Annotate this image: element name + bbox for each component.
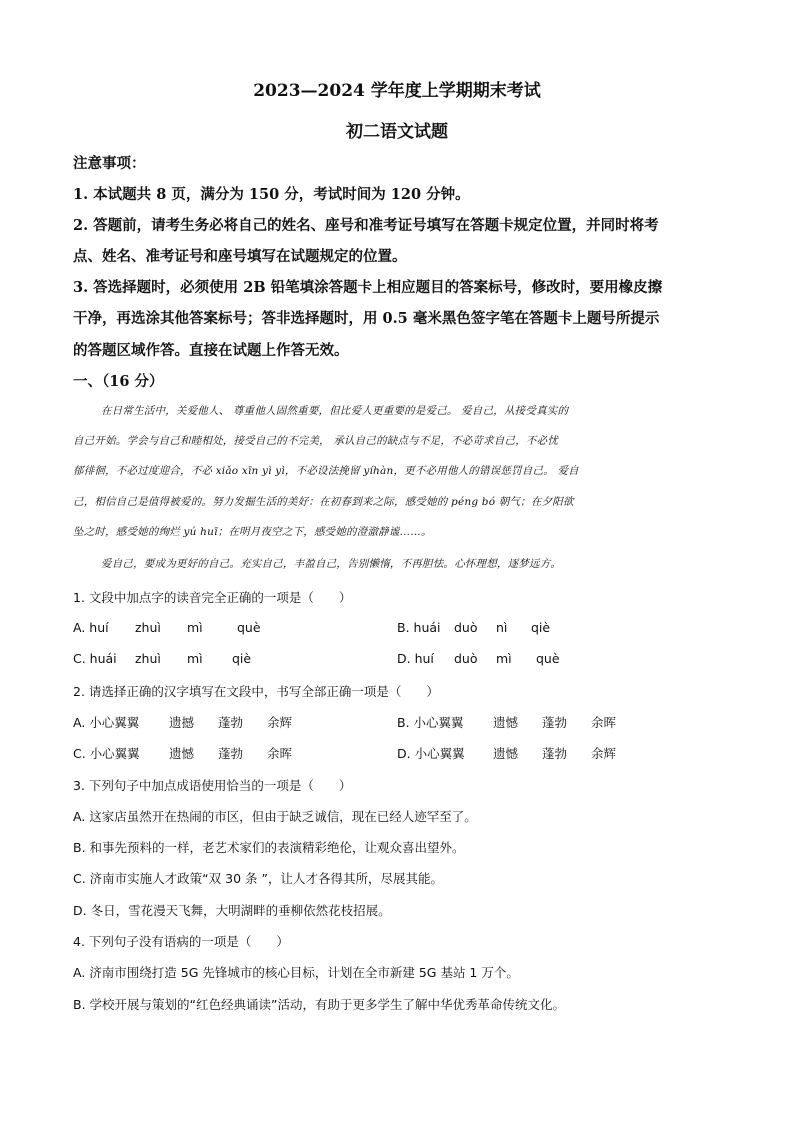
question-4-stem: 4. 下列句子没有语病的一项是（ ）	[73, 934, 289, 949]
notice-line: 的答题区域作答。直接在试题上作答无效。	[73, 342, 349, 359]
option-text: zhuì	[135, 651, 161, 666]
option-text: C. 小心翼翼	[73, 746, 140, 761]
option-text: mì	[187, 651, 203, 666]
option-text: C. huái	[73, 651, 117, 666]
q3-option-d[interactable]: D. 冬日，雪花漫天飞舞，大明湖畔的垂柳依然花枝招展。	[73, 903, 391, 918]
option-text: què	[536, 651, 560, 666]
option-text: 蓬勃	[218, 746, 244, 761]
option-text: nì	[496, 620, 508, 635]
q1-option-a[interactable]	[73, 620, 261, 635]
option-text: 遗憾	[169, 746, 195, 761]
notice-heading: 注意事项：	[73, 155, 146, 172]
notice-line: 点、姓名、准考证号和座号填写在试题规定的位置。	[73, 248, 407, 265]
option-text: 余辉	[267, 715, 293, 730]
exam-subtitle: 初二语文试题	[346, 122, 448, 142]
option-text: mì	[496, 651, 512, 666]
passage-line: 自己开始。学会与自己和睦相处，接受自己的不完美， 承认自己的缺点与不足，不必苛求自己，不必忧	[73, 435, 559, 447]
option-text: 余晖	[267, 746, 293, 761]
option-text: 蓬勃	[218, 715, 244, 730]
q3-option-a[interactable]: A. 这家店虽然开在热闹的市区，但由于缺乏诚信，现在已经人迹罕至了。	[73, 809, 477, 824]
option-text: qiè	[232, 651, 252, 666]
option-text: qiè	[531, 620, 551, 635]
passage-line: 在日常生活中，关爱他人、 尊重他人固然重要，但比爱人更重要的是爱己。 爱自己，从接受真实的	[101, 405, 569, 417]
q1-option-d[interactable]	[397, 651, 560, 666]
option-text: duò	[454, 651, 478, 666]
question-3-stem: 3. 下列句子中加点成语使用恰当的一项是（ ）	[73, 778, 352, 793]
option-text: A. huí	[73, 620, 109, 635]
option-text: D. 小心翼翼	[397, 746, 465, 761]
question-2-stem: 2. 请选择正确的汉字填写在文段中，书写全部正确一项是（ ）	[73, 684, 439, 699]
notice-line: 1. 本试题共 8 页，满分为 150 分，考试时间为 120 分钟。	[73, 186, 470, 203]
q2-option-a[interactable]	[73, 713, 292, 731]
q4-option-b[interactable]: B. 学校开展与策划的“红色经典诵读”活动，有助于更多学生了解中华优秀革命传统文化。	[73, 997, 565, 1012]
q2-option-b[interactable]	[397, 713, 616, 731]
q2-option-c[interactable]	[73, 744, 292, 762]
q1-option-c[interactable]	[73, 651, 251, 666]
question-1-stem: 1. 文段中加点字的读音完全正确的一项是（ ）	[73, 590, 352, 605]
notice-line: 干净，再选涂其他答案标号；答非选择题时，用 0.5 毫米黑色签字笔在答题卡上题号所提示	[73, 310, 660, 327]
option-text: zhuì	[135, 620, 161, 635]
passage-line: 爱自己，要成为更好的自己。充实自己，丰盈自己，告别懒惰，不再胆怯。心怀理想，逐梦远方。	[101, 558, 562, 570]
option-text: B. 小心翼翼	[397, 715, 464, 730]
exam-title: 2023—2024 学年度上学期期末考试	[253, 81, 541, 101]
option-text: mì	[187, 620, 203, 635]
option-text: 余晖	[591, 715, 617, 730]
q2-option-d[interactable]	[397, 744, 616, 762]
passage-line: 坠之时，感受她的绚烂 yú huī；在明月夜空之下，感受她的澄澈静谧……。	[73, 526, 432, 538]
option-text: 蓬勃	[542, 715, 568, 730]
passage-line: 己，相信自己是值得被爱的。努力发掘生活的美好：在初春到来之际，感受她的 péng bó 朝气；在夕阳欲	[73, 496, 574, 508]
option-text: 遗撼	[169, 715, 195, 730]
passage-line: 郁徘徊，不必过度迎合，不必 xiǎo xīn yì yì，不必设法挽留 yíhàn，更不必用他人的错误惩罚自己。 爱自	[73, 465, 579, 477]
option-text: D. huí	[397, 651, 434, 666]
option-text: A. 小心翼翼	[73, 715, 140, 730]
option-text: duò	[454, 620, 478, 635]
option-text: 余辉	[591, 746, 617, 761]
option-text: 遗憾	[493, 746, 519, 761]
q3-option-b[interactable]: B. 和事先预料的一样，老艺术家们的表演精彩绝伦，让观众喜出望外。	[73, 840, 465, 855]
option-text: 蓬勃	[542, 746, 568, 761]
option-text: B. huái	[397, 620, 441, 635]
notice-line: 2. 答题前，请考生务必将自己的姓名、座号和准考证号填写在答题卡规定位置，并同时将考	[73, 217, 659, 234]
q4-option-a[interactable]: A. 济南市围绕打造 5G 先锋城市的核心目标，计划在全市新建 5G 基站 1 万个。	[73, 965, 519, 980]
q3-option-c[interactable]: C. 济南市实施人才政策“双 30 条 ”，让人才各得其所，尽展其能。	[73, 871, 443, 886]
option-text: 遗憾	[493, 715, 519, 730]
notice-line: 3. 答选择题时，必须使用 2B 铅笔填涂答题卡上相应题目的答案标号，修改时，要用橡皮擦	[73, 279, 663, 296]
q1-option-b[interactable]	[397, 620, 550, 635]
section-heading: 一、（16 分）	[73, 373, 164, 390]
option-text: què	[237, 620, 261, 635]
